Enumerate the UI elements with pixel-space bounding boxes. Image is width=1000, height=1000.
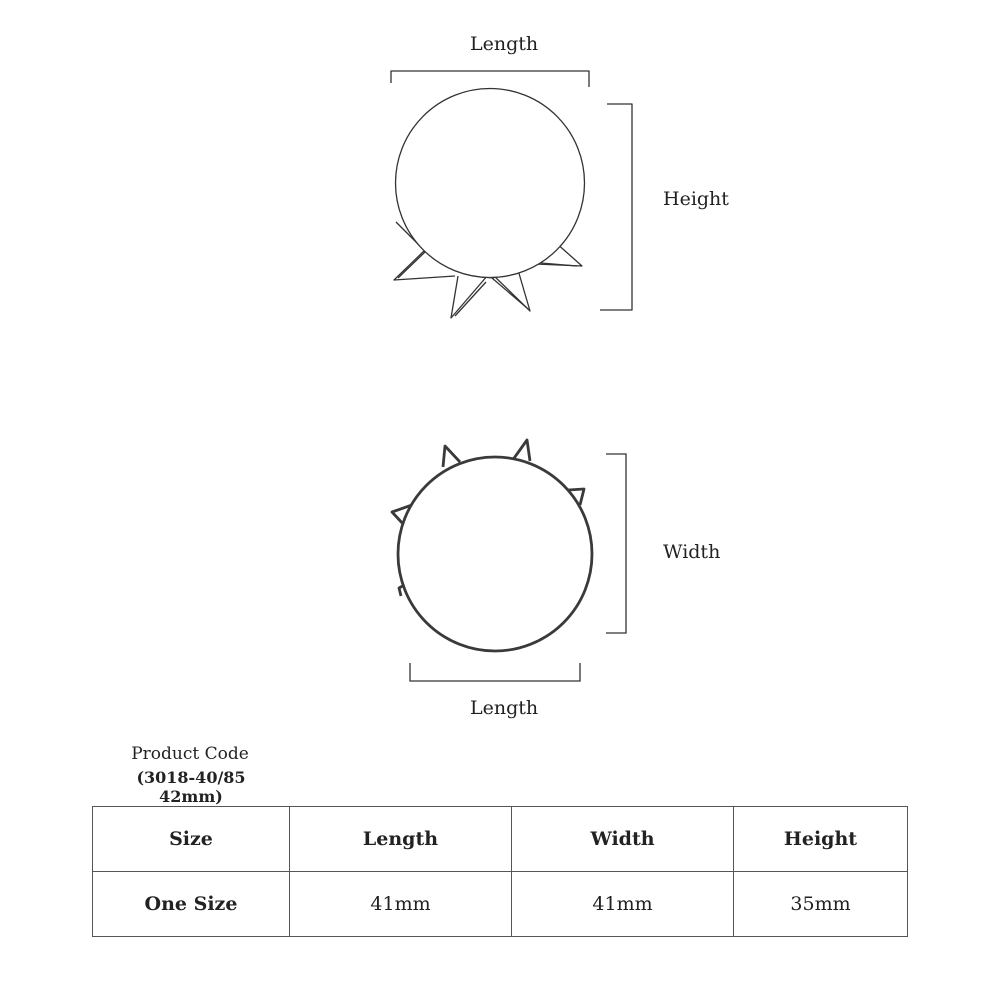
top-view-ring bbox=[398, 457, 592, 651]
side-height-bracket bbox=[600, 104, 632, 310]
top-length-label: Length bbox=[470, 697, 539, 719]
cell-length: 41mm bbox=[290, 872, 512, 937]
size-table bbox=[92, 806, 908, 937]
table-header-row bbox=[93, 807, 908, 872]
product-code-value: (3018-40/85 42mm) bbox=[136, 768, 246, 806]
cell-height: 35mm bbox=[734, 872, 908, 937]
cell-size: One Size bbox=[93, 872, 290, 937]
product-code-label: Product Code bbox=[131, 744, 249, 764]
cell-width: 41mm bbox=[512, 872, 734, 937]
table-row bbox=[93, 872, 908, 937]
header-size: Size bbox=[93, 807, 290, 872]
top-width-label: Width bbox=[663, 541, 721, 563]
header-width: Width bbox=[512, 807, 734, 872]
header-height: Height bbox=[734, 807, 908, 872]
side-height-label: Height bbox=[663, 188, 729, 210]
top-width-bracket bbox=[606, 454, 626, 633]
header-length: Length bbox=[290, 807, 512, 872]
side-length-label: Length bbox=[470, 33, 539, 55]
side-length-bracket bbox=[391, 71, 589, 87]
top-length-bracket bbox=[410, 663, 580, 681]
side-view-ball bbox=[396, 89, 585, 278]
